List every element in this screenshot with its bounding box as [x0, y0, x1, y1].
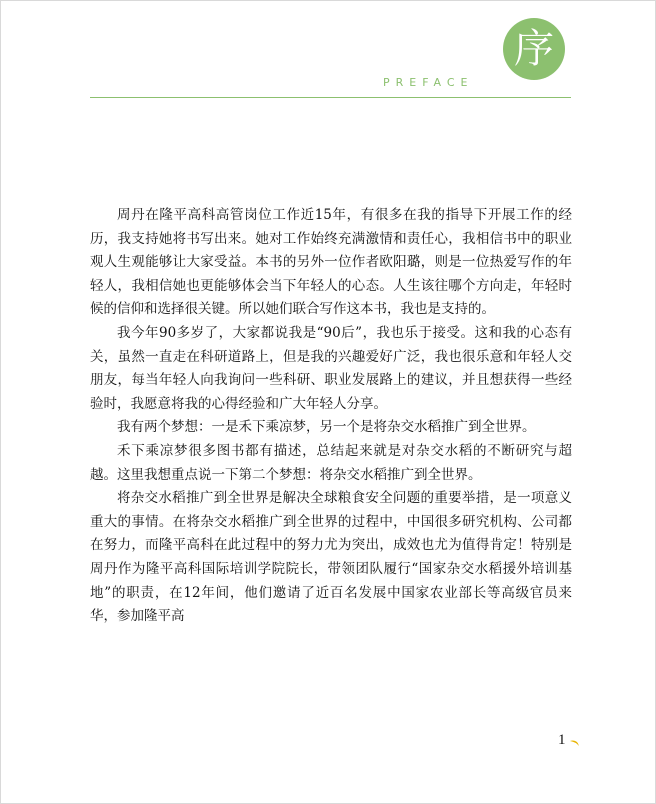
page-number: 1: [558, 732, 566, 748]
preface-body: [90, 204, 572, 629]
preface-title-char: 序: [514, 26, 554, 72]
preface-badge: [503, 18, 565, 80]
paragraph: 我有两个梦想：一是禾下乘凉梦，另一个是将杂交水稻推广到全世界。: [117, 419, 536, 436]
paragraph: 禾下乘凉梦很多图书都有描述，总结起来就是对杂交水稻的不断研究与超越。这里我想重点说一下第二个梦想：将杂交水稻推广到全世界。: [90, 442, 572, 483]
page-corner-mark-icon: [569, 738, 581, 750]
paragraph: 我今年90多岁了，大家都说我是“90后”，我也乐于接受。这和我的心态有关，虽然一直走在科研道路上，但是我的兴趣爱好广泛，我也很乐意和年轻人交朋友，每当年轻人向我询问一些科研、职业发展路上的建议，并且想获得一些经验时，我愿意将我的心得经验和广大年轻人分享。: [90, 324, 572, 412]
header-divider: [90, 97, 571, 98]
paragraph: 将杂交水稻推广到全世界是解决全球粮食安全问题的重要举措，是一项意义重大的事情。在将杂交水稻推广到全世界的过程中，中国很多研究机构、公司都在努力，而隆平高科在此过程中的努力尤为突出，成效也尤为值得肯定！特别是周丹作为隆平高科国际培训学院院长，带领团队履行“国家杂交水稻援外培训基地”的职责，在12年间，他们邀请了近百名发展中国家农业部长等高级官员来华，参加隆平高: [90, 490, 572, 625]
paragraph: 周丹在隆平高科高管岗位工作近15年，有很多在我的指导下开展工作的经历，我支持她将书写出来。她对工作始终充满激情和责任心，我相信书中的职业观人生观能够让大家受益。本书的另外一位作者欧阳璐，则是一位热爱写作的年轻人，我相信她也更能够体会当下年轻人的心态。人生该往哪个方向走，年轻时候的信仰和选择很关键。所以她们联合写作这本书，我也是支持的。: [90, 207, 572, 318]
preface-label: PREFACE: [383, 76, 474, 89]
